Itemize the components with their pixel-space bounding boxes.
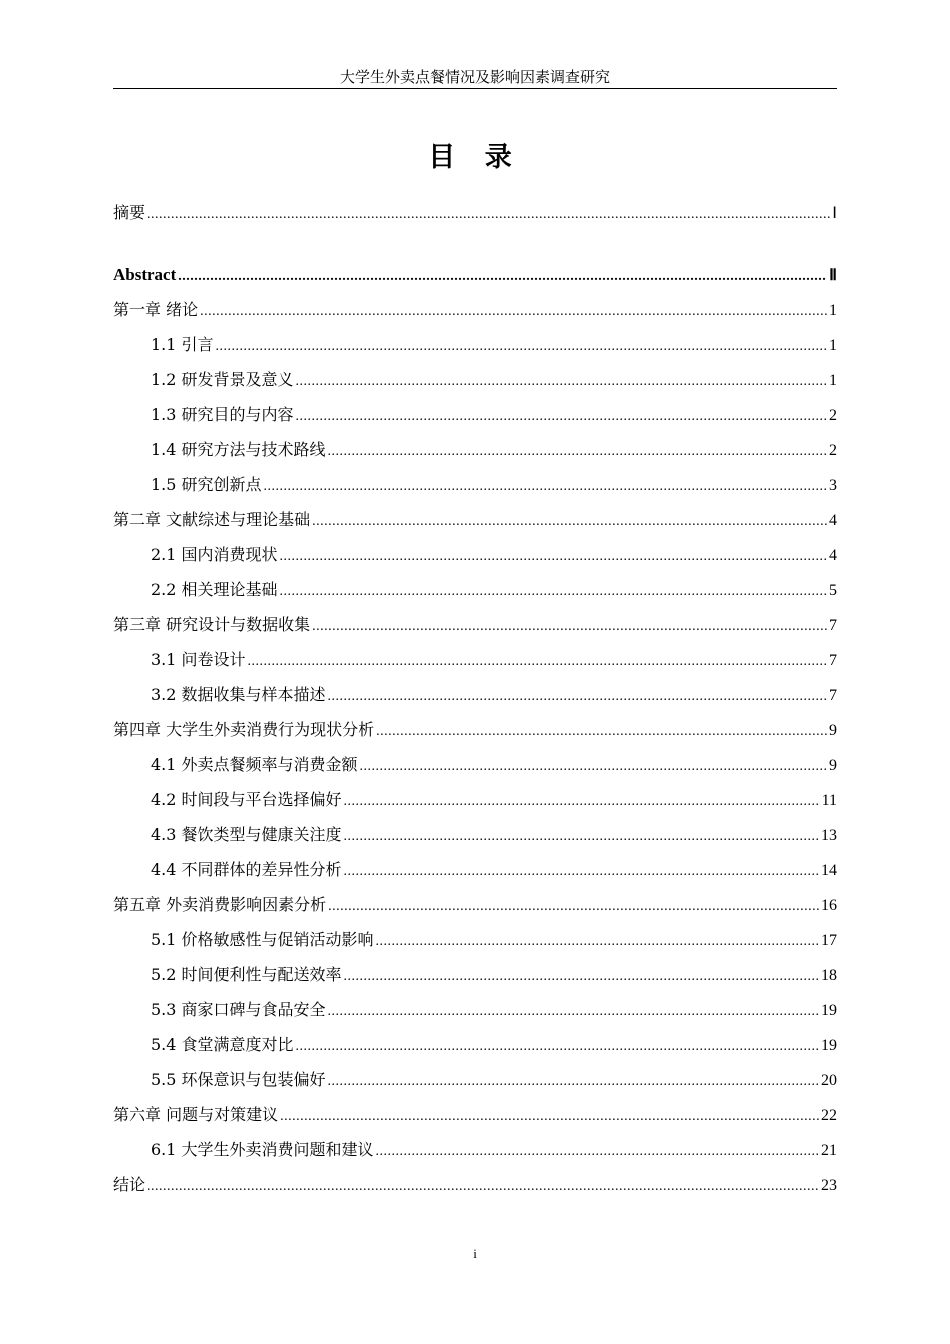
toc-dot-leader [312,507,827,537]
toc-entry-page: 13 [821,827,837,844]
toc-dot-leader [296,402,827,432]
toc-entry-page: 5 [829,582,837,599]
toc-section-entry[interactable] [151,960,837,990]
toc-section-entry[interactable] [151,855,837,885]
toc-entry-page: 4 [829,547,837,564]
page-number: i [473,1246,477,1261]
toc-entry-label: 6.1 大学生外卖消费问题和建议 [151,1140,374,1159]
toc-entry-label: 2.2 相关理论基础 [151,580,278,599]
toc-dot-leader [178,262,827,292]
toc-dot-leader [296,1032,819,1062]
toc-entry-page: 16 [821,897,837,914]
toc-chapter-entry[interactable] [113,260,837,290]
toc-dot-leader [344,962,819,992]
toc-entry-label: 第五章 外卖消费影响因素分析 [113,895,327,914]
toc-dot-leader [376,717,827,747]
toc-chapter-entry[interactable] [113,295,837,325]
toc-entry-label: 1.1 引言 [151,335,214,354]
toc-section-entry[interactable] [151,1135,837,1165]
toc-dot-leader [376,1137,819,1167]
toc-entry-page: 7 [829,617,837,634]
toc-entry-page: 7 [829,687,837,704]
toc-entry-label: 4.1 外卖点餐频率与消费金额 [151,755,358,774]
toc-entry-page: 18 [821,967,837,984]
toc-dot-leader [360,752,827,782]
toc-chapter-entry[interactable] [113,890,837,920]
toc-title: 目 录 [428,142,522,173]
toc-entry-page: 21 [821,1142,837,1159]
toc-dot-leader [344,822,819,852]
toc-entry-label: 结论 [113,1175,146,1194]
toc-dot-leader [147,200,830,230]
toc-dot-leader [147,1172,819,1202]
toc-entry-label: 3.1 问卷设计 [151,650,246,669]
toc-entry-page: 22 [821,1107,837,1124]
toc-section-entry[interactable] [151,1065,837,1095]
toc-entry-page: 1 [829,337,837,354]
toc-section-entry[interactable] [151,785,837,815]
toc-entry-label: 3.2 数据收集与样本描述 [151,685,326,704]
toc-entry-page: 11 [821,792,837,809]
toc-entry-label: 4.2 时间段与平台选择偏好 [151,790,342,809]
toc-entry-label: 5.5 环保意识与包装偏好 [151,1070,326,1089]
toc-section-entry[interactable] [151,680,837,710]
toc-section-entry[interactable] [151,995,837,1025]
toc-entry-label: 第三章 研究设计与数据收集 [113,615,311,634]
toc-entry-page: 14 [821,862,837,879]
toc-chapter-entry[interactable] [113,1170,837,1200]
toc-entry-label: 4.3 餐饮类型与健康关注度 [151,825,342,844]
toc-dot-leader [264,472,827,502]
toc-dot-leader [248,647,827,677]
toc-entry-label: 5.2 时间便利性与配送效率 [151,965,342,984]
toc-section-entry[interactable] [151,400,837,430]
toc-chapter-entry[interactable] [113,1100,837,1130]
toc-entry-label: 第六章 问题与对策建议 [113,1105,279,1124]
toc-entry-page: 7 [829,652,837,669]
toc-entry-page: Ⅰ [832,205,837,222]
toc-section-entry[interactable] [151,1030,837,1060]
toc-dot-leader [344,857,819,887]
toc-dot-leader [296,367,827,397]
toc-entry-page: 20 [821,1072,837,1089]
toc-dot-leader [280,542,827,572]
toc-entry-page: 17 [821,932,837,949]
toc-dot-leader [344,787,820,817]
toc-entry-page: 23 [821,1177,837,1194]
toc-entry-page: 1 [829,302,837,319]
toc-entry-page: 2 [829,407,837,424]
toc-section-entry[interactable] [151,750,837,780]
toc-dot-leader [280,577,827,607]
toc-entry-label: 2.1 国内消费现状 [151,545,278,564]
toc-entry-page: 9 [829,757,837,774]
toc-chapter-entry[interactable] [113,505,837,535]
toc-section-entry[interactable] [151,540,837,570]
toc-section-entry[interactable] [151,365,837,395]
toc-chapter-entry[interactable] [113,715,837,745]
toc-dot-leader [376,927,819,957]
toc-entry-page: 2 [829,442,837,459]
toc-entry-label: 1.3 研究目的与内容 [151,405,294,424]
toc-chapter-entry[interactable] [113,610,837,640]
toc-dot-leader [280,1102,819,1132]
toc-entry-label: 5.1 价格敏感性与促销活动影响 [151,930,374,949]
toc-entry-page: 3 [829,477,837,494]
toc-entry-page: 19 [821,1002,837,1019]
toc-dot-leader [328,682,827,712]
toc-entry-label: Abstract [113,265,177,284]
toc-dot-leader [200,297,827,327]
toc-entry-label: 第一章 绪论 [113,300,199,319]
toc-section-entry[interactable] [151,435,837,465]
toc-entry-label: 1.4 研究方法与技术路线 [151,440,326,459]
toc-entry-label: 4.4 不同群体的差异性分析 [151,860,342,879]
page-header: 大学生外卖点餐情况及影响因素调查研究 [113,66,837,89]
toc-entry-label: 5.4 食堂满意度对比 [151,1035,294,1054]
toc-dot-leader [312,612,827,642]
toc-entry-page: 9 [829,722,837,739]
toc-entry-page: Ⅱ [829,267,837,284]
toc-entry-label: 5.3 商家口碑与食品安全 [151,1000,326,1019]
toc-dot-leader [328,437,827,467]
toc-entry-label: 摘要 [113,203,146,222]
toc-section-entry[interactable] [151,470,837,500]
toc-dot-leader [328,892,819,922]
toc-section-entry[interactable] [151,645,837,675]
toc-section-entry[interactable] [151,330,837,360]
toc-section-entry[interactable] [151,925,837,955]
toc-entry-label: 1.5 研究创新点 [151,475,262,494]
toc-section-entry[interactable] [151,820,837,850]
toc-entry-page: 19 [821,1037,837,1054]
toc-entry-page: 4 [829,512,837,529]
toc-entry-page: 1 [829,372,837,389]
toc-dot-leader [328,997,819,1027]
toc-entry-label: 第四章 大学生外卖消费行为现状分析 [113,720,375,739]
toc-entry-label: 1.2 研发背景及意义 [151,370,294,389]
toc-entry-label: 第二章 文献综述与理论基础 [113,510,311,529]
toc-dot-leader [216,332,827,362]
toc-chapter-entry[interactable] [113,198,837,228]
toc-dot-leader [328,1067,819,1097]
toc-section-entry[interactable] [151,575,837,605]
